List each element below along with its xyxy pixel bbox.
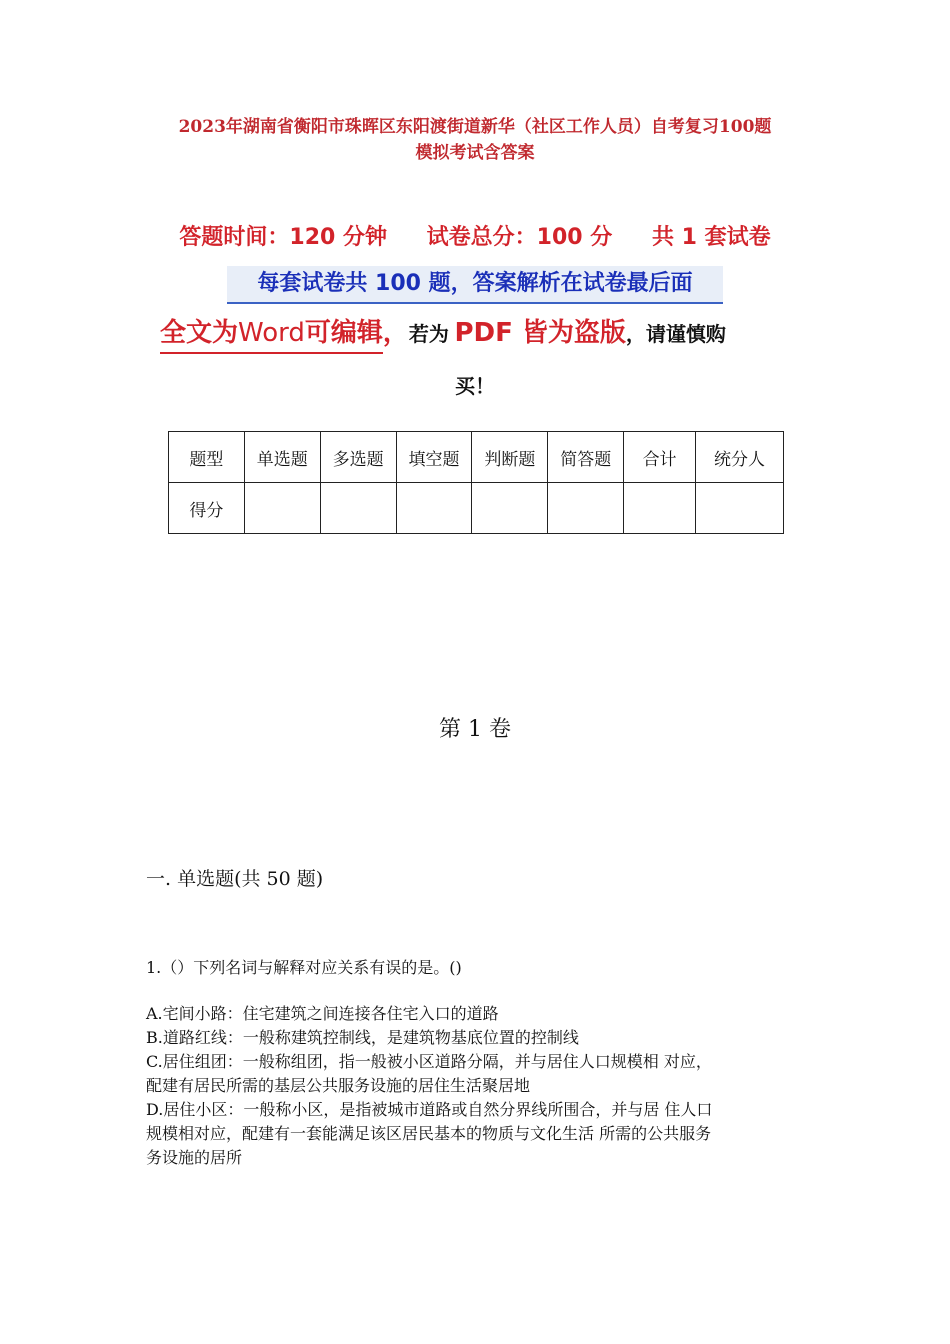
header-cell: 统分人 bbox=[695, 432, 783, 483]
option-d-line1: D.居住小区：一般称小区，是指被城市道路或自然分界线所围合，并与居 住人口 bbox=[146, 1100, 713, 1119]
exam-info bbox=[0, 220, 950, 251]
option-c-line2: 配建有居民所需的基层公共服务设施的居住生活聚居地 bbox=[146, 1076, 531, 1095]
score-cell bbox=[320, 483, 396, 534]
warn-pdf: PDF 皆为盗版 bbox=[454, 318, 626, 348]
header-cell: 题型 bbox=[169, 432, 245, 483]
option-d-line3: 务设施的居所 bbox=[146, 1148, 243, 1167]
score-cell bbox=[396, 483, 472, 534]
option-a: A.宅间小路：住宅建筑之间连接各住宅入口的道路 bbox=[146, 1004, 499, 1023]
score-cell bbox=[472, 483, 548, 534]
title-line-2: 模拟考试含答案 bbox=[415, 143, 535, 163]
option-d-line2: 规模相对应，配建有一套能满足该区居民基本的物质与文化生活 所需的公共服务 bbox=[146, 1124, 712, 1143]
header-cell: 合计 bbox=[624, 432, 696, 483]
exam-sets: 共 1 套试卷 bbox=[651, 225, 771, 250]
score-row-label: 得分 bbox=[169, 483, 245, 534]
header-cell: 多选题 bbox=[320, 432, 396, 483]
score-cell bbox=[548, 483, 624, 534]
score-table-header-row bbox=[169, 432, 784, 483]
volume-title: 第 1 卷 bbox=[439, 717, 511, 742]
option-c-line1: C.居住组团：一般称组团，指一般被小区道路分隔，并与居住人口规模相 对应， bbox=[146, 1052, 712, 1071]
score-cell bbox=[244, 483, 320, 534]
warn-careful: ，请谨慎购 bbox=[625, 322, 726, 346]
header-cell: 判断题 bbox=[472, 432, 548, 483]
exam-time: 答题时间：120 分钟 bbox=[179, 225, 387, 250]
header-cell: 填空题 bbox=[396, 432, 472, 483]
question-1 bbox=[146, 956, 816, 1170]
notice-answers: 每套试卷共 100 题，答案解析在试卷最后面 bbox=[227, 266, 723, 304]
header-cell: 简答题 bbox=[548, 432, 624, 483]
document-title bbox=[130, 114, 820, 166]
score-cell bbox=[695, 483, 783, 534]
notice-warning bbox=[160, 312, 800, 349]
warn-comma: ， bbox=[382, 318, 409, 348]
warn-if: 若为 bbox=[408, 322, 449, 346]
title-line-1: 2023年湖南省衡阳市珠晖区东阳渡街道新华（社区工作人员）自考复习100题 bbox=[178, 117, 772, 137]
score-cell bbox=[624, 483, 696, 534]
score-table bbox=[168, 431, 784, 534]
section-title: 一. 单选题(共 50 题) bbox=[146, 868, 324, 890]
warn-editable: 全文为Word可编辑 bbox=[160, 318, 383, 354]
question-stem: 1.（）下列名词与解释对应关系有误的是。() bbox=[146, 958, 462, 977]
warn-buy: 买！ bbox=[455, 374, 495, 398]
exam-total-score: 试卷总分：100 分 bbox=[426, 225, 613, 250]
option-b: B.道路红线：一般称建筑控制线，是建筑物基底位置的控制线 bbox=[146, 1028, 579, 1047]
score-table-score-row bbox=[169, 483, 784, 534]
header-cell: 单选题 bbox=[244, 432, 320, 483]
